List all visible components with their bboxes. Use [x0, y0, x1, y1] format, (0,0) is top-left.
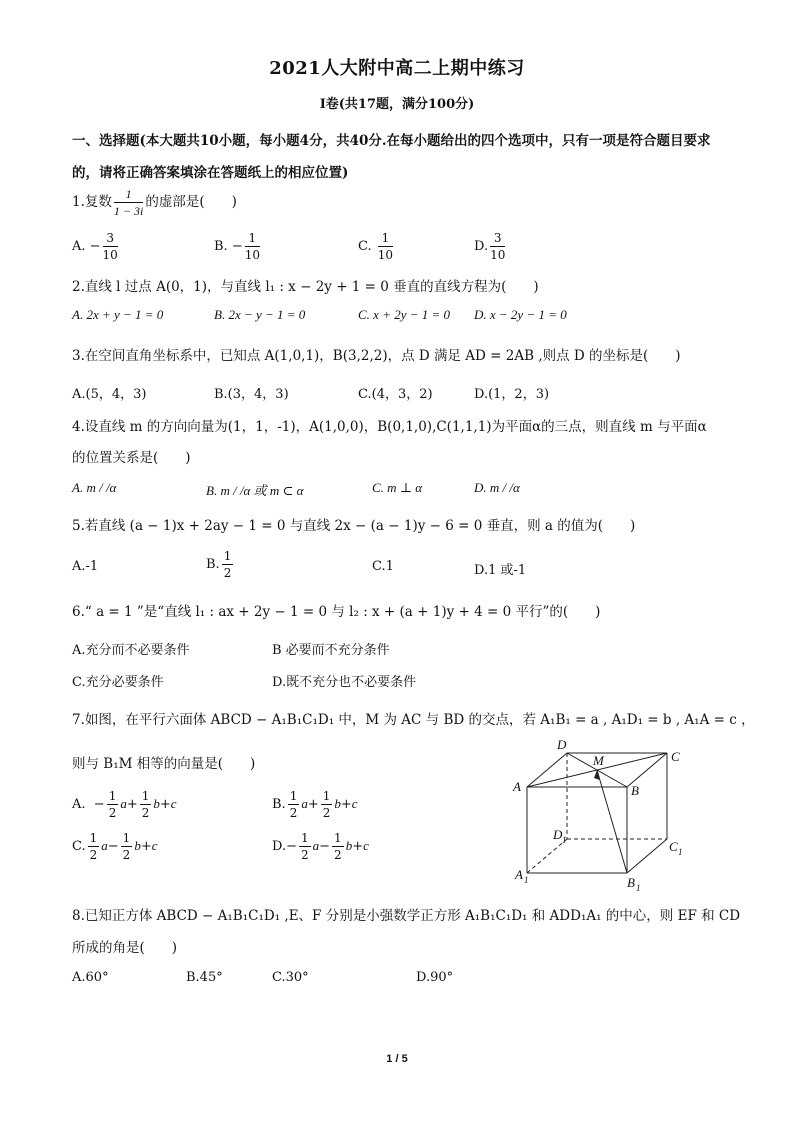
question-7-stem-line-1: 7.如图，在平行六面体 ABCD − A₁B₁C₁D₁ 中，M 为 AC 与 BD 的交点，若 A₁B₁ = a , A₁D₁ = b , A₁A = c ，	[72, 712, 755, 728]
question-1-stem: 1.复数 $\frac{1}{1 - 3i}$ 的虚部是( )	[72, 187, 237, 218]
question-1-option-d[interactable]: D. $\frac{3}{10}$	[474, 231, 506, 262]
question-3-option-b[interactable]: B.(3，4，3)	[214, 387, 289, 402]
question-4-stem-line-2: 的位置关系是( )	[72, 450, 191, 466]
question-6-option-b[interactable]: B 必要而不充分条件	[272, 643, 390, 658]
svg-text:1: 1	[524, 875, 529, 885]
question-3-stem: 3.在空间直角坐标系中，已知点 A(1,0,1)，B(3,2,2)，点 D 满足 AD = 2AB ,则点 D 的坐标是( )	[72, 348, 681, 364]
question-2-option-a[interactable]: A. 2x + y − 1 = 0	[72, 307, 164, 322]
edge-B1C1	[627, 839, 667, 873]
question-2-option-b[interactable]: B. 2x − y − 1 = 0	[214, 307, 306, 322]
question-7-option-d[interactable]: D.− $\frac{1}{2}$ a− $\frac{1}{2}$ b+c	[272, 831, 369, 862]
question-5-option-b[interactable]: B. $\frac{1}{2}$	[206, 549, 232, 580]
svg-text:1: 1	[636, 883, 641, 893]
question-7-option-b[interactable]: B. $\frac{1}{2}$ a+ $\frac{1}{2}$ b+c	[272, 789, 358, 820]
question-5-stem: 5.若直线 (a − 1)x + 2ay − 1 = 0 与直线 2x − (a − 1)y − 6 = 0 垂直，则 a 的值为( )	[72, 518, 636, 534]
question-2-option-d[interactable]: D. x − 2y − 1 = 0	[474, 307, 567, 322]
question-6-option-a[interactable]: A.充分而不必要条件	[72, 643, 190, 658]
svg-text:A: A	[513, 779, 521, 794]
question-1-option-c[interactable]: C. $\frac{1}{10}$	[358, 231, 394, 262]
question-8-option-b[interactable]: B.45°	[186, 970, 223, 985]
question-8-option-d[interactable]: D.90°	[416, 970, 454, 985]
page-subtitle: Ⅰ卷(共17题，满分100分)	[319, 97, 475, 112]
question-7-stem-line-2: 则与 B₁M 相等的向量是( )	[72, 756, 256, 772]
section-header: 一、选择题(本大题共10小题，每小题4分，共40分.在每小题给出的四个选项中，只有一项是符合题目要求的，请将正确答案填涂在答题纸上的相应位置)	[72, 133, 711, 181]
svg-text:B: B	[631, 783, 639, 798]
page-number: 1 / 5	[386, 1053, 408, 1065]
question-8-stem-line-2: 所成的角是( )	[72, 940, 178, 956]
svg-text:1: 1	[562, 835, 567, 845]
question-1-option-b[interactable]: B. − $\frac{1}{10}$	[214, 231, 260, 262]
question-3-option-a[interactable]: A.(5，4，3)	[72, 387, 147, 402]
svg-text:D: D	[553, 827, 563, 842]
question-8-stem-line-1: 8.已知正方体 ABCD − A₁B₁C₁D₁ ,E、F 分别是小强数学正方形 A₁B₁C₁D₁ 和 ADD₁A₁ 的中心，则 EF 和 CD	[72, 908, 741, 924]
page-title: 2021人大附中高二上期中练习	[269, 58, 525, 79]
question-8-option-c[interactable]: C.30°	[272, 970, 309, 985]
question-1-option-a[interactable]: A. − $\frac{3}{10}$	[72, 231, 118, 262]
question-4-option-b[interactable]: B. m / /α 或 m ⊂ α	[206, 483, 304, 498]
question-4-option-c[interactable]: C. m ⊥ α	[372, 480, 423, 495]
question-4-stem-line-1: 4.设直线 m 的方向向量为(1，1，-1)，A(1,0,0)，B(0,1,0),C(1,1,1)为平面α的三点，则直线 m 与平面α	[72, 419, 707, 435]
question-5-option-d[interactable]: D.1 或-1	[474, 563, 527, 578]
svg-text:C: C	[671, 749, 680, 764]
question-5-option-c[interactable]: C.1	[372, 559, 394, 574]
parallelepiped-figure	[505, 735, 700, 895]
question-2-stem: 2.直线 l 过点 A(0，1)，与直线 l₁ : x − 2y + 1 = 0 垂直的直线方程为( )	[72, 279, 539, 295]
segment-MB1	[597, 770, 627, 873]
svg-text:C: C	[669, 839, 678, 854]
svg-text:D: D	[557, 737, 567, 752]
svg-text:A: A	[515, 867, 523, 882]
question-3-option-c[interactable]: C.(4，3，2)	[358, 387, 433, 402]
svg-text:1: 1	[678, 847, 683, 857]
question-7-option-a[interactable]: A. − $\frac{1}{2}$ a+ $\frac{1}{2}$ b+c	[72, 789, 177, 820]
question-4-option-a[interactable]: A. m / /α	[72, 480, 117, 495]
question-8-option-a[interactable]: A.60°	[72, 970, 109, 985]
question-3-option-d[interactable]: D.(1，2，3)	[474, 387, 550, 402]
question-4-option-d[interactable]: D. m / /α	[474, 480, 520, 495]
question-5-option-a[interactable]: A.-1	[72, 559, 99, 574]
question-2-option-c[interactable]: C. x + 2y − 1 = 0	[358, 307, 451, 322]
question-6-option-d[interactable]: D.既不充分也不必要条件	[272, 675, 417, 690]
svg-text:M: M	[593, 753, 604, 768]
question-6-stem: 6.“ a = 1 ”是“直线 l₁ : ax + 2y − 1 = 0 与 l₂ : x + (a + 1)y + 4 = 0 平行”的( )	[72, 604, 601, 620]
edge-A1D1-hidden	[527, 839, 567, 873]
svg-text:B: B	[627, 875, 635, 890]
question-7-option-c[interactable]: C. $\frac{1}{2}$ a− $\frac{1}{2}$ b+c	[72, 831, 158, 862]
question-6-option-c[interactable]: C.充分必要条件	[72, 675, 164, 690]
